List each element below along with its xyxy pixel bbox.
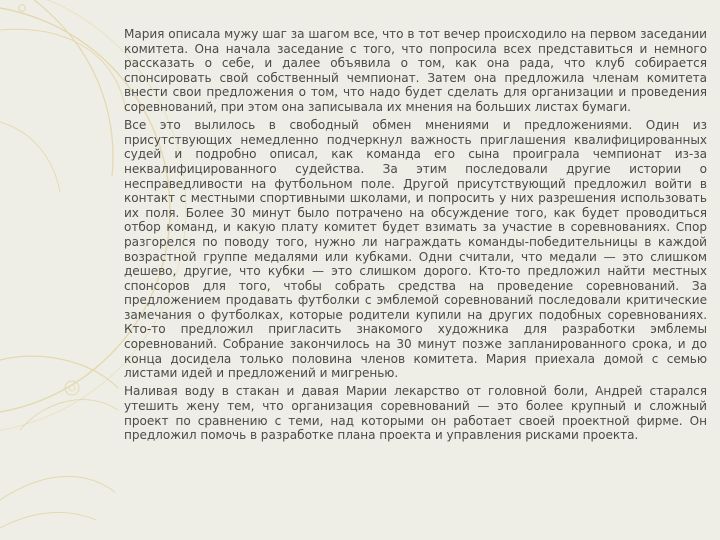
paragraph-3: Наливая воду в стакан и давая Марии лекарство от головной боли, Андрей старался утешить жену тем, что организация соревнований — это более крупный и сложный проект по сравнению с теми, над которыми он работает своей проектной фирме. Он предложил помочь в разработке плана проекта и управления рисками проекта.: [124, 384, 707, 443]
document-body: [124, 27, 707, 446]
paragraph-1: Мария описала мужу шаг за шагом все, что в тот вечер происходило на первом заседании комитета. Она начала заседание с того, что попросила всех представиться и немного рассказать о себе, и далее объявила о том, как она рада, что клуб собирается спонсировать свой собственный чемпионат. Затем она предложила членам комитета внести свои предложения о том, что надо будет сделать для организации и проведения соревнований, при этом она записывала их мнения на больших листах бумаги.: [124, 27, 707, 114]
paragraph-2: Все это вылилось в свободный обмен мнениями и предложениями. Один из присутствующих немедленно подчеркнул важность приглашения квалифицированных судей и подробно описал, как команда его сына проиграла чемпионат из-за неквалифицированного судейства. За этим последовали другие истории о несправедливости на футбольном поле. Другой присутствующий предложил войти в контакт с местными спортивными школами, и попросить у них разрешения использовать их поля. Более 30 минут было потрачено на обсуждение того, как будет проводиться отбор команд, и какую плату комитет будет взимать за участие в соревнованиях. Спор разгорелся по поводу того, нужно ли награждать команды-победительницы в каждой возрастной группе медалями или кубками. Одни считали, что медали — это слишком дешево, другие, что кубки — это слишком дорого. Кто-то предложил найти местных спонсоров для того, чтобы собрать средства на проведение соревнований. За предложением продавать футболки с эмблемой соревнований последовали критические замечания о футболках, которые родители купили на других подобных соревнованиях. Кто-то предложил пригласить знакомого художника для разработки эмблемы соревнований. Собрание закончилось на 30 минут позже запланированного срока, и до конца досидела только половина членов комитета. Мария приехала домой с семью листами идей и предложений и мигренью.: [124, 118, 707, 381]
